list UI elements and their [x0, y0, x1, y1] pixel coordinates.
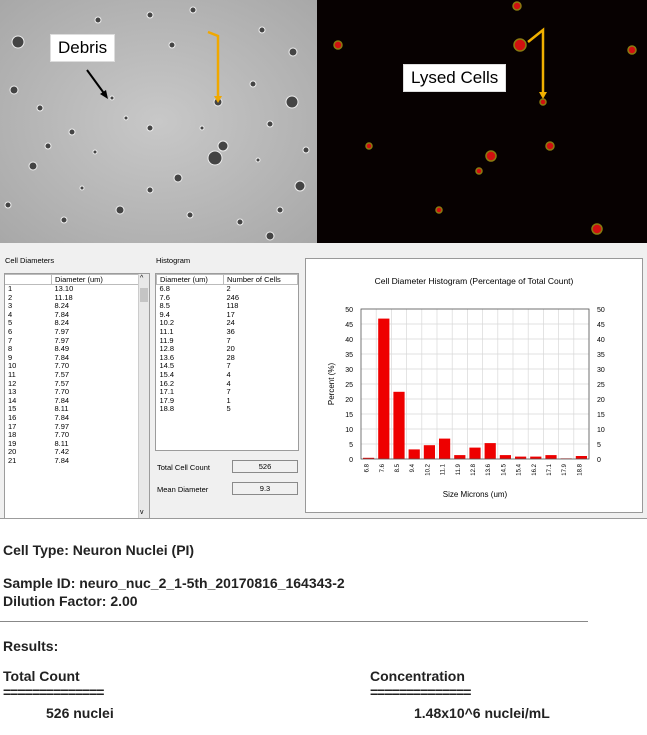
- bin-diameter: 12.8: [159, 344, 175, 354]
- bin-count: 20: [226, 344, 235, 354]
- diameter-value: 8.11: [54, 438, 69, 448]
- concentration-value: 1.48x10^6 nuclei/mL: [414, 705, 550, 721]
- bin-count: 246: [226, 292, 240, 302]
- row-number: 19: [8, 438, 17, 448]
- total-count-value: 526 nuclei: [46, 705, 114, 721]
- dilution-line: Dilution Factor: 2.00: [3, 593, 138, 609]
- scroll-down-icon[interactable]: v: [140, 509, 144, 516]
- bar: [424, 445, 435, 459]
- y-tick-label: 15: [345, 412, 353, 419]
- y2-tick-label: 15: [597, 412, 605, 419]
- row-number: 13: [8, 387, 17, 397]
- table-row[interactable]: [5, 345, 149, 354]
- y-tick-label: 10: [345, 427, 353, 434]
- histogram-count-header: Number of Cells: [224, 275, 298, 285]
- report-divider: [0, 621, 588, 622]
- row-number: 16: [8, 412, 17, 422]
- row-number: 20: [8, 447, 17, 457]
- histogram-diameter-header: Diameter (um): [157, 275, 224, 285]
- bin-count: 1: [226, 395, 231, 405]
- histogram-table[interactable]: [155, 273, 299, 451]
- y2-tick-label: 45: [597, 322, 605, 329]
- x-tick-label: 7.6: [379, 464, 386, 473]
- row-number: 12: [8, 378, 17, 388]
- diameter-value: 7.97: [54, 335, 70, 345]
- row-number: 1: [8, 284, 13, 293]
- sample-id-line: Sample ID: neuro_nuc_2_1-5th_20170816_164343-2: [3, 575, 345, 591]
- diameter-value: 7.97: [54, 421, 70, 431]
- x-tick-label: 14.5: [501, 464, 508, 476]
- table-row[interactable]: [5, 457, 149, 466]
- bar: [439, 439, 450, 459]
- bar: [393, 392, 404, 459]
- table-row[interactable]: [5, 319, 149, 328]
- brightfield-image: [0, 0, 317, 243]
- y-tick-label: 30: [345, 367, 353, 374]
- histogram-title: Histogram: [156, 256, 191, 265]
- y2-tick-label: 35: [597, 352, 605, 359]
- y-tick-label: 5: [349, 442, 353, 449]
- diameter-value: 7.70: [54, 430, 70, 440]
- diameter-value: 7.70: [54, 387, 70, 397]
- bin-count: 2: [226, 284, 231, 293]
- bin-diameter: 11.1: [159, 326, 174, 336]
- bin-diameter: 10.2: [159, 318, 175, 328]
- table-row[interactable]: [5, 337, 149, 346]
- diameter-value: 7.84: [54, 412, 70, 422]
- y2-tick-label: 5: [597, 442, 601, 449]
- bin-count: 118: [226, 301, 239, 311]
- concentration-label: Concentration: [370, 668, 465, 684]
- bin-diameter: 6.8: [159, 284, 170, 293]
- diameter-value: 7.84: [54, 309, 70, 319]
- row-number: 9: [8, 352, 13, 362]
- y-tick-label: 0: [349, 457, 353, 464]
- diameter-value: 7.84: [54, 352, 70, 362]
- row-number: 11: [8, 369, 16, 379]
- table-row[interactable]: [5, 302, 149, 311]
- table-row[interactable]: [5, 294, 149, 303]
- table-row[interactable]: [5, 362, 149, 371]
- table-row[interactable]: [5, 354, 149, 363]
- bin-count: 5: [226, 404, 231, 414]
- total-cell-count-label: Total Cell Count: [157, 463, 210, 472]
- diameter-value: 13.10: [54, 284, 74, 293]
- y2-tick-label: 25: [597, 382, 605, 389]
- x-tick-label: 6.8: [364, 464, 371, 473]
- table-row[interactable]: [5, 285, 149, 294]
- y-tick-label: 50: [345, 307, 353, 314]
- diameter-value: 7.70: [54, 361, 70, 371]
- diameter-value: 7.57: [54, 378, 70, 388]
- x-tick-label: 11.1: [440, 464, 447, 476]
- bin-diameter: 17.9: [159, 395, 175, 405]
- diameter-value: 7.84: [54, 395, 70, 405]
- table-row[interactable]: [5, 440, 149, 449]
- y-tick-label: 20: [345, 397, 353, 404]
- table-row[interactable]: [5, 311, 149, 320]
- diameter-value: 8.24: [54, 318, 70, 328]
- y2-tick-label: 30: [597, 367, 605, 374]
- x-tick-label: 8.5: [395, 464, 401, 473]
- bin-diameter: 7.6: [159, 292, 170, 302]
- x-tick-label: 11.9: [455, 464, 462, 476]
- total-cell-count-value: 526: [232, 460, 298, 473]
- table-row[interactable]: [5, 328, 149, 337]
- fluorescence-image: [317, 0, 647, 243]
- table-row[interactable]: [5, 414, 149, 423]
- diameter-value: 11.18: [54, 292, 73, 302]
- bin-diameter: 8.5: [159, 301, 170, 311]
- histogram-chart-panel: [305, 258, 643, 513]
- row-number: 5: [8, 318, 13, 328]
- chart-title: Cell Diameter Histogram (Percentage of Total Count): [374, 276, 574, 286]
- bin-count: 7: [226, 335, 231, 345]
- bin-diameter: 18.8: [159, 404, 175, 414]
- y2-tick-label: 10: [597, 427, 605, 434]
- x-axis-label: Size Microns (um): [442, 490, 508, 499]
- bar: [454, 455, 465, 459]
- y2-tick-label: 0: [597, 457, 601, 464]
- total-count-label: Total Count: [3, 668, 80, 684]
- row-number: 10: [8, 361, 17, 371]
- bin-count: 4: [226, 369, 231, 379]
- bar: [545, 455, 556, 459]
- table-row[interactable]: [5, 380, 149, 389]
- histogram-chart: [306, 259, 642, 512]
- results-heading: Results:: [3, 638, 59, 654]
- y-axis-label: Percent (%): [327, 362, 336, 406]
- diameter-value: 7.84: [54, 455, 70, 465]
- bin-count: 7: [226, 387, 231, 397]
- total-count-rule: ==============: [3, 684, 104, 700]
- x-tick-label: 17.9: [562, 464, 569, 476]
- y-tick-label: 40: [345, 337, 353, 344]
- row-number: 8: [8, 344, 13, 354]
- x-tick-label: 10.2: [425, 464, 432, 476]
- diameter-value: 8.11: [54, 404, 69, 414]
- diameter-column-header: Diameter (um): [52, 275, 149, 285]
- x-tick-label: 17.1: [547, 464, 553, 476]
- bin-count: 17: [226, 309, 235, 319]
- row-number: 15: [8, 404, 17, 414]
- bin-diameter: 15.4: [159, 369, 175, 379]
- diameter-value: 8.24: [54, 301, 70, 311]
- x-tick-label: 16.2: [531, 464, 538, 476]
- bin-diameter: 16.2: [159, 378, 175, 388]
- bar: [576, 456, 587, 459]
- bin-count: 7: [226, 361, 231, 371]
- brightfield-cells: [0, 0, 317, 243]
- fluorescent-cells: [317, 0, 647, 243]
- row-number: 17: [8, 421, 17, 431]
- table-row[interactable]: [5, 371, 149, 380]
- bar: [409, 449, 420, 459]
- diameter-value: 8.49: [54, 344, 70, 354]
- diameter-value: 7.57: [54, 369, 70, 379]
- x-tick-label: 18.8: [577, 464, 584, 476]
- bin-count: 36: [226, 326, 235, 336]
- row-number: 6: [8, 326, 13, 336]
- row-number: 7: [8, 335, 13, 345]
- cell-diameters-title: Cell Diameters: [5, 256, 55, 265]
- row-number: 21: [8, 455, 17, 465]
- debris-label: Debris: [50, 34, 115, 62]
- x-tick-label: 12.8: [471, 464, 477, 476]
- concentration-rule: ==============: [370, 684, 471, 700]
- lysed-cells-label: Lysed Cells: [403, 64, 506, 92]
- x-tick-label: 9.4: [410, 464, 417, 473]
- bar: [378, 319, 389, 459]
- bar: [500, 455, 511, 459]
- diameter-value: 7.42: [54, 447, 70, 457]
- table-row[interactable]: [5, 397, 149, 406]
- cell-diameters-table[interactable]: [4, 273, 150, 519]
- mean-diameter-label: Mean Diameter: [157, 485, 209, 494]
- table-row[interactable]: [5, 448, 149, 457]
- table-row[interactable]: [5, 431, 149, 440]
- table-row[interactable]: [5, 405, 149, 414]
- x-tick-label: 15.4: [516, 464, 523, 476]
- cell-type-line: Cell Type: Neuron Nuclei (PI): [3, 542, 195, 558]
- y-tick-label: 35: [345, 352, 353, 359]
- diameter-value: 7.97: [54, 326, 70, 336]
- bin-count: 4: [226, 378, 231, 388]
- bin-count: 28: [226, 352, 235, 362]
- table-row[interactable]: [5, 423, 149, 432]
- row-number: 14: [8, 395, 17, 405]
- x-tick-label: 13.6: [486, 464, 493, 476]
- bar: [469, 448, 480, 459]
- y-tick-label: 25: [345, 382, 353, 389]
- row-number: 2: [8, 292, 13, 302]
- mean-diameter-value: 9.3: [232, 482, 298, 495]
- row-number: 18: [8, 430, 17, 440]
- row-number: 4: [8, 309, 13, 319]
- cell-diameters-scrollbar[interactable]: [138, 274, 149, 518]
- bin-diameter: 13.6: [159, 352, 175, 362]
- bar: [485, 443, 496, 459]
- y2-tick-label: 40: [597, 337, 605, 344]
- bin-diameter: 17.1: [159, 387, 175, 397]
- y-tick-label: 45: [345, 322, 353, 329]
- bin-count: 24: [226, 318, 235, 328]
- table-row[interactable]: [5, 388, 149, 397]
- y2-tick-label: 50: [597, 307, 605, 314]
- scroll-up-icon[interactable]: ^: [140, 275, 144, 282]
- bin-diameter: 11.9: [159, 335, 174, 345]
- table-row[interactable]: [157, 405, 298, 414]
- bin-diameter: 14.5: [159, 361, 175, 371]
- scroll-thumb[interactable]: [140, 288, 148, 302]
- bin-diameter: 9.4: [159, 309, 170, 319]
- row-number: 3: [8, 301, 13, 311]
- y2-tick-label: 20: [597, 397, 605, 404]
